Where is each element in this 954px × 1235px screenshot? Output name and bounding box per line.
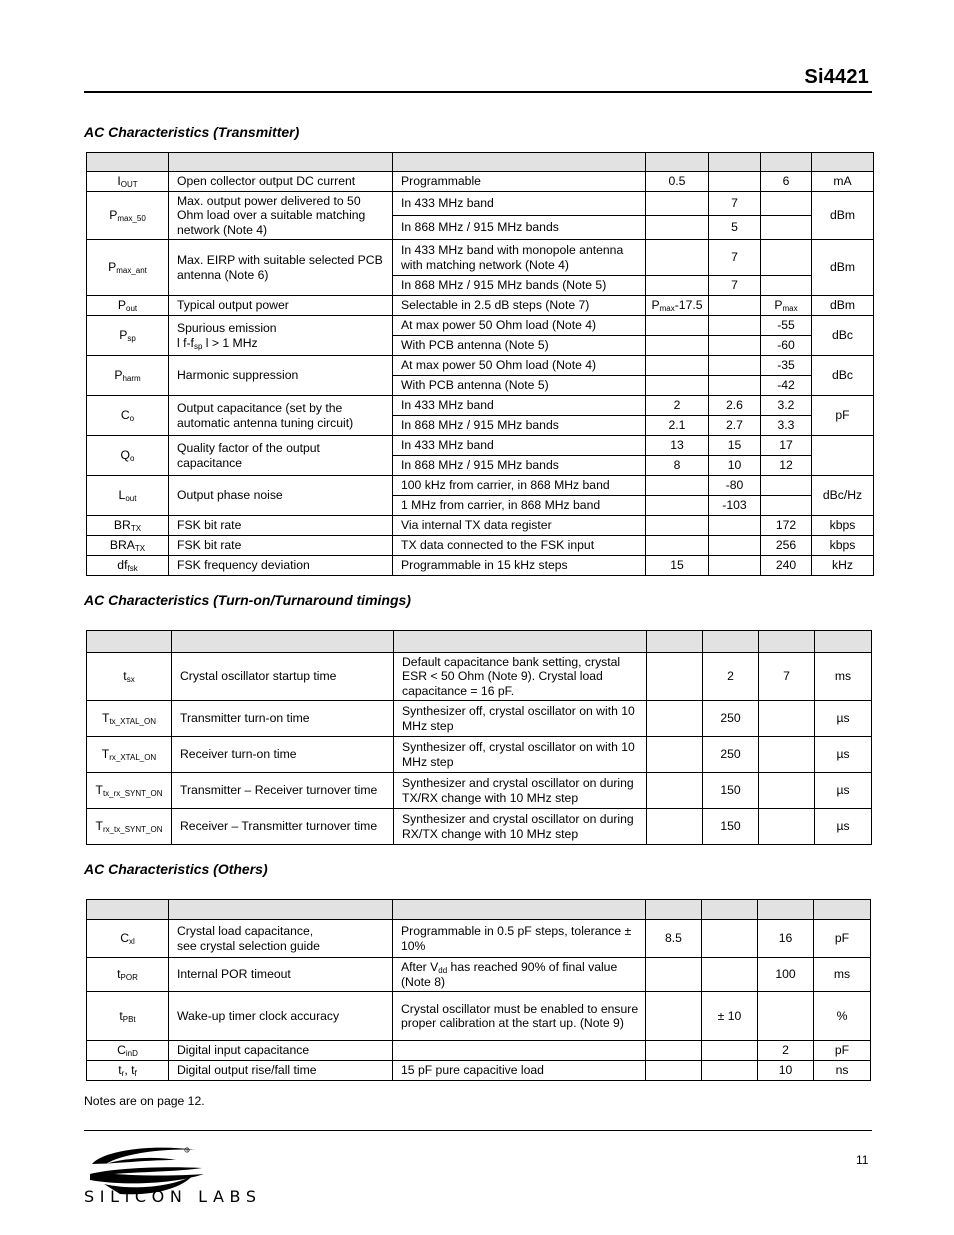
typ-cell	[709, 356, 761, 376]
symbol-cell: $T_{rx\_XTAL\_ON}$	[87, 737, 172, 773]
symbol-cell: $C_{xl}$	[87, 920, 169, 958]
condition-cell: 15 pF pure capacitive load	[393, 1061, 646, 1081]
min-cell	[646, 992, 702, 1041]
max-cell	[761, 216, 812, 240]
table-row	[87, 809, 872, 845]
condition-cell: Synthesizer and crystal oscillator on during TX/RX change with 10 MHz step	[394, 773, 647, 809]
table-row	[87, 192, 874, 216]
typ-cell: 250	[703, 737, 759, 773]
symbol-cell: $C_o$	[87, 396, 169, 436]
parameter-cell: Internal POR timeout	[169, 958, 393, 992]
min-cell	[646, 1041, 702, 1061]
typ-cell	[709, 556, 761, 576]
condition-cell: Programmable in 15 kHz steps	[393, 556, 646, 576]
condition-cell: Selectable in 2.5 dB steps (Note 7)	[393, 296, 646, 316]
unit-cell: kHz	[812, 556, 874, 576]
min-cell: 15	[646, 556, 709, 576]
typ-cell: 5	[709, 216, 761, 240]
symbol-cell: $BR_{TX}$	[87, 516, 169, 536]
parameter-cell: Output capacitance (set by the automatic antenna tuning circuit)	[169, 396, 393, 436]
max-cell: 12	[761, 456, 812, 476]
table-row	[87, 958, 871, 992]
max-cell: -60	[761, 336, 812, 356]
max-cell: 256	[761, 536, 812, 556]
table-row	[87, 396, 874, 416]
unit-cell	[812, 436, 874, 476]
symbol-cell: $T_{rx\_tx\_SYNT\_ON}$	[87, 809, 172, 845]
max-cell: 3.2	[761, 396, 812, 416]
condition-cell: In 868 MHz / 915 MHz bands	[393, 456, 646, 476]
parameter-cell: FSK bit rate	[169, 536, 393, 556]
table-row	[87, 992, 871, 1041]
typ-cell: ± 10	[702, 992, 758, 1041]
min-cell	[646, 1061, 702, 1081]
min-cell	[646, 516, 709, 536]
condition-cell: Synthesizer off, crystal oscillator on with 10 MHz step	[394, 701, 647, 737]
min-cell	[646, 276, 709, 296]
min-cell	[646, 316, 709, 336]
max-cell: 7	[759, 653, 815, 701]
min-cell	[646, 356, 709, 376]
typ-cell: 15	[709, 436, 761, 456]
parameter-cell: Digital output rise/fall time	[169, 1061, 393, 1081]
table-row	[87, 240, 874, 276]
max-cell	[759, 701, 815, 737]
max-cell: 240	[761, 556, 812, 576]
typ-cell: 250	[703, 701, 759, 737]
typ-cell	[702, 958, 758, 992]
parameter-cell: Crystal oscillator startup time	[172, 653, 394, 701]
symbol-cell: $C_{inD}$	[87, 1041, 169, 1061]
max-cell	[761, 496, 812, 516]
typ-cell: 2.6	[709, 396, 761, 416]
logo-wordmark: SILICON LABS	[84, 1187, 262, 1206]
min-cell	[646, 240, 709, 276]
parameter-cell: Open collector output DC current	[169, 172, 393, 192]
max-cell: 17	[761, 436, 812, 456]
typ-cell: 10	[709, 456, 761, 476]
min-cell: 8	[646, 456, 709, 476]
parameter-cell: Max. EIRP with suitable selected PCB antenna (Note 6)	[169, 240, 393, 296]
condition-cell	[393, 1041, 646, 1061]
symbol-cell: $P_{max\_50}$	[87, 192, 169, 240]
section-title-others: AC Characteristics (Others)	[84, 861, 268, 877]
notes-reference: Notes are on page 12.	[84, 1094, 205, 1108]
condition-cell: Synthesizer and crystal oscillator on during RX/TX change with 10 MHz step	[394, 809, 647, 845]
condition-cell: In 868 MHz / 915 MHz bands	[393, 416, 646, 436]
unit-cell: kbps	[812, 516, 874, 536]
unit-cell: dBm	[812, 240, 874, 296]
condition-cell: Programmable	[393, 172, 646, 192]
min-cell: 8.5	[646, 920, 702, 958]
condition-cell: At max power 50 Ohm load (Note 4)	[393, 316, 646, 336]
unit-cell: pF	[814, 920, 871, 958]
table-row	[87, 653, 872, 701]
parameter-cell: Output phase noise	[169, 476, 393, 516]
header-rule	[84, 91, 872, 93]
max-cell: 10	[758, 1061, 814, 1081]
max-cell: -42	[761, 376, 812, 396]
typ-cell	[709, 336, 761, 356]
max-cell	[759, 773, 815, 809]
unit-cell: dBc/Hz	[812, 476, 874, 516]
transmitter-table	[86, 152, 874, 576]
min-cell	[646, 192, 709, 216]
min-cell	[646, 536, 709, 556]
min-cell	[646, 958, 702, 992]
table-header-row	[87, 631, 872, 653]
unit-cell: pF	[814, 1041, 871, 1061]
table-row	[87, 296, 874, 316]
table-row	[87, 1041, 871, 1061]
table-row	[87, 737, 872, 773]
typ-cell: 2	[703, 653, 759, 701]
condition-cell: Via internal TX data register	[393, 516, 646, 536]
parameter-cell: Typical output power	[169, 296, 393, 316]
symbol-cell: $P_{sp}$	[87, 316, 169, 356]
section-title-transmitter: AC Characteristics (Transmitter)	[84, 124, 300, 140]
max-cell: 3.3	[761, 416, 812, 436]
unit-cell: µs	[815, 701, 872, 737]
parameter-cell: Transmitter turn-on time	[172, 701, 394, 737]
typ-cell	[709, 376, 761, 396]
min-cell	[646, 476, 709, 496]
unit-cell: µs	[815, 809, 872, 845]
typ-cell: 7	[709, 240, 761, 276]
footer-rule	[84, 1130, 872, 1131]
max-cell	[761, 240, 812, 276]
table-row	[87, 436, 874, 456]
max-cell	[761, 476, 812, 496]
condition-cell: Crystal oscillator must be enabled to ensure proper calibration at the start up. (Note 9)	[393, 992, 646, 1041]
parameter-cell: Digital input capacitance	[169, 1041, 393, 1061]
unit-cell: dBm	[812, 192, 874, 240]
parameter-cell: Wake-up timer clock accuracy	[169, 992, 393, 1041]
page-number: 11	[856, 1153, 869, 1167]
typ-cell	[702, 1061, 758, 1081]
max-cell	[759, 737, 815, 773]
unit-cell: µs	[815, 737, 872, 773]
min-cell	[646, 216, 709, 240]
typ-cell: 150	[703, 809, 759, 845]
min-cell	[646, 496, 709, 516]
max-cell: -55	[761, 316, 812, 336]
parameter-cell: FSK bit rate	[169, 516, 393, 536]
document-title: Si4421	[804, 66, 869, 88]
section-title-turnaround: AC Characteristics (Turn-on/Turnaround timings)	[84, 592, 411, 608]
table-row	[87, 516, 874, 536]
unit-cell: ns	[814, 1061, 871, 1081]
table-row	[87, 476, 874, 496]
parameter-cell: FSK frequency deviation	[169, 556, 393, 576]
symbol-cell: $t_{PBt}$	[87, 992, 169, 1041]
table-row	[87, 172, 874, 192]
condition-cell: Synthesizer off, crystal oscillator on with 10 MHz step	[394, 737, 647, 773]
typ-cell: -80	[709, 476, 761, 496]
typ-cell: 7	[709, 192, 761, 216]
condition-cell: In 868 MHz / 915 MHz bands	[393, 216, 646, 240]
condition-cell: In 433 MHz band	[393, 192, 646, 216]
unit-cell: kbps	[812, 536, 874, 556]
min-cell	[647, 653, 703, 701]
typ-cell	[709, 316, 761, 336]
typ-cell	[709, 516, 761, 536]
symbol-cell: $t_r$, $t_f$	[87, 1061, 169, 1081]
max-cell	[759, 809, 815, 845]
turnaround-table	[86, 630, 872, 845]
symbol-cell: $I_{OUT}$	[87, 172, 169, 192]
condition-cell: Programmable in 0.5 pF steps, tolerance ± 10%	[393, 920, 646, 958]
unit-cell: dBc	[812, 356, 874, 396]
parameter-cell: Crystal load capacitance, see crystal selection guide	[169, 920, 393, 958]
min-cell	[646, 376, 709, 396]
table-row	[87, 773, 872, 809]
unit-cell: ms	[814, 958, 871, 992]
condition-cell: In 868 MHz / 915 MHz bands (Note 5)	[393, 276, 646, 296]
condition-cell: In 433 MHz band	[393, 436, 646, 456]
min-cell	[647, 773, 703, 809]
parameter-cell: Harmonic suppression	[169, 356, 393, 396]
min-cell: 2	[646, 396, 709, 416]
min-cell	[647, 701, 703, 737]
table-row	[87, 701, 872, 737]
symbol-cell: $T_{tx\_XTAL\_ON}$	[87, 701, 172, 737]
typ-cell	[702, 1041, 758, 1061]
symbol-cell: $P_{max\_ant}$	[87, 240, 169, 296]
min-cell	[646, 336, 709, 356]
condition-cell: With PCB antenna (Note 5)	[393, 376, 646, 396]
parameter-cell: Quality factor of the output capacitance	[169, 436, 393, 476]
condition-cell: 1 MHz from carrier, in 868 MHz band	[393, 496, 646, 516]
typ-cell	[709, 536, 761, 556]
table-header-row	[87, 900, 871, 920]
symbol-cell: $P_{out}$	[87, 296, 169, 316]
condition-cell: 100 kHz from carrier, in 868 MHz band	[393, 476, 646, 496]
symbol-cell: $BRA_{TX}$	[87, 536, 169, 556]
typ-cell: 7	[709, 276, 761, 296]
symbol-cell: $T_{tx\_rx\_SYNT\_ON}$	[87, 773, 172, 809]
min-cell: 0.5	[646, 172, 709, 192]
unit-cell: dBc	[812, 316, 874, 356]
max-cell	[758, 992, 814, 1041]
others-table	[86, 899, 871, 1081]
table-row	[87, 1061, 871, 1081]
parameter-cell: Spurious emission l $f-f_{sp}$ l > 1 MHz	[169, 316, 393, 356]
condition-cell: In 433 MHz band with monopole antenna with matching network (Note 4)	[393, 240, 646, 276]
symbol-cell: $L_{out}$	[87, 476, 169, 516]
min-cell	[647, 737, 703, 773]
table-row	[87, 316, 874, 336]
unit-cell: dBm	[812, 296, 874, 316]
table-header-row	[87, 153, 874, 172]
symbol-cell: $t_{sx}$	[87, 653, 172, 701]
max-cell: 2	[758, 1041, 814, 1061]
symbol-cell: $Q_o$	[87, 436, 169, 476]
typ-cell: 2.7	[709, 416, 761, 436]
min-cell: 13	[646, 436, 709, 456]
unit-cell: ms	[815, 653, 872, 701]
parameter-cell: Max. output power delivered to 50 Ohm load over a suitable matching network (Note 4)	[169, 192, 393, 240]
condition-cell: At max power 50 Ohm load (Note 4)	[393, 356, 646, 376]
condition-cell: In 433 MHz band	[393, 396, 646, 416]
parameter-cell: Receiver turn-on time	[172, 737, 394, 773]
typ-cell: 150	[703, 773, 759, 809]
max-cell: $P_{max}$	[761, 296, 812, 316]
condition-cell: After $V_{dd}$ has reached 90% of final value (Note 8)	[393, 958, 646, 992]
max-cell	[761, 276, 812, 296]
max-cell: 172	[761, 516, 812, 536]
condition-cell: TX data connected to the FSK input	[393, 536, 646, 556]
registered-mark: ®	[185, 1148, 190, 1153]
symbol-cell: $P_{harm}$	[87, 356, 169, 396]
max-cell: 100	[758, 958, 814, 992]
max-cell: 6	[761, 172, 812, 192]
table-row	[87, 356, 874, 376]
max-cell: -35	[761, 356, 812, 376]
typ-cell	[702, 920, 758, 958]
unit-cell: mA	[812, 172, 874, 192]
parameter-cell: Receiver – Transmitter turnover time	[172, 809, 394, 845]
table-row	[87, 920, 871, 958]
table-row	[87, 536, 874, 556]
min-cell: $P_{max}-17.5$	[646, 296, 709, 316]
max-cell: 16	[758, 920, 814, 958]
min-cell	[647, 809, 703, 845]
typ-cell	[709, 172, 761, 192]
unit-cell: pF	[812, 396, 874, 436]
unit-cell: %	[814, 992, 871, 1041]
condition-cell: Default capacitance bank setting, crystal ESR < 50 Ohm (Note 9). Crystal load capacitance = 16 pF.	[394, 653, 647, 701]
symbol-cell: $t_{POR}$	[87, 958, 169, 992]
symbol-cell: $df_{fsk}$	[87, 556, 169, 576]
parameter-cell: Transmitter – Receiver turnover time	[172, 773, 394, 809]
table-row	[87, 556, 874, 576]
unit-cell: µs	[815, 773, 872, 809]
condition-cell: With PCB antenna (Note 5)	[393, 336, 646, 356]
typ-cell: -103	[709, 496, 761, 516]
max-cell	[761, 192, 812, 216]
typ-cell	[709, 296, 761, 316]
min-cell: 2.1	[646, 416, 709, 436]
